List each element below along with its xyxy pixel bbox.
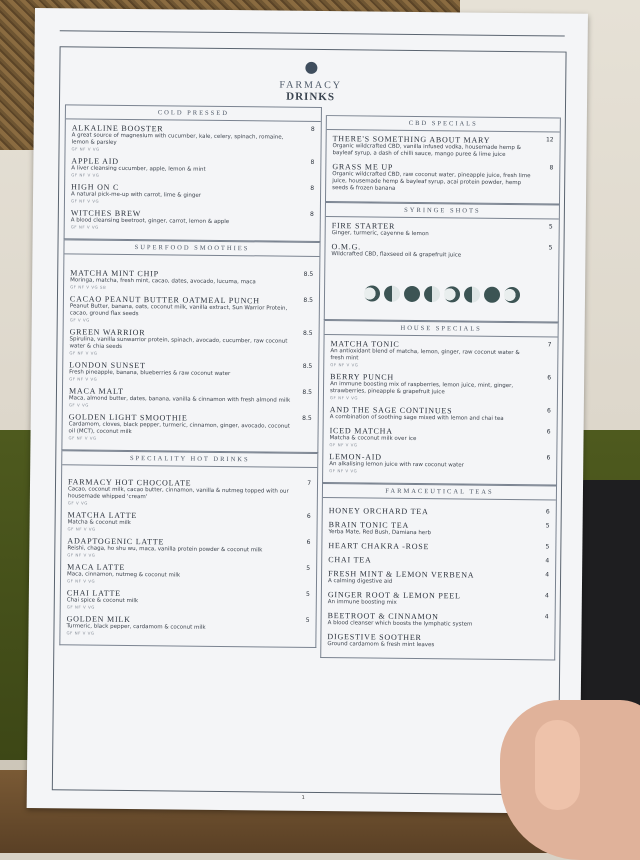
menu-item (71, 208, 314, 232)
item-description: An alkalising lemon juice with raw coconut water (329, 461, 464, 469)
page-number: 1 (301, 794, 305, 801)
menu-item (329, 506, 550, 517)
item-description: An immune boosting mix (327, 599, 397, 606)
moon-phases-illustration (325, 267, 559, 321)
item-description: A liver cleansing cucumber, apple, lemon & mint (71, 165, 206, 173)
item-price: 4 (545, 557, 550, 565)
section-superfood-smoothies (61, 239, 320, 453)
item-price: 7 (547, 341, 552, 349)
item-dietary-tags: GF NF V VG (70, 198, 100, 204)
item-name: WITCHES BREW (70, 208, 142, 219)
item-name: GRASS ME UP (332, 162, 394, 172)
item-name: BERRY PUNCH (330, 372, 395, 382)
moon-icon (463, 287, 479, 303)
item-name: GINGER ROOT & LEMON PEEL (327, 590, 461, 601)
item-price: 5 (548, 244, 553, 252)
item-price: 6 (306, 512, 311, 520)
item-dietary-tags: GF NF V VG (67, 552, 96, 558)
item-dietary-tags: GF NF V VG (71, 172, 100, 178)
section-items (321, 498, 556, 659)
menu-item (328, 520, 549, 538)
moon-icon (443, 286, 459, 302)
item-name: FRESH MINT & LEMON VERBENA (328, 569, 475, 580)
item-name: THERE'S SOMETHING ABOUT MARY (332, 134, 491, 145)
item-price: 6 (547, 374, 552, 382)
item-dietary-tags: GF NF V VG (66, 604, 95, 610)
menu-item (70, 268, 313, 292)
item-description: Cacao, coconut milk, cacao butter, cinnamon, vanilla & nutmeg topped with our housemade whipped 'cream' (67, 486, 289, 501)
menu-item (71, 182, 314, 206)
item-price: 5 (306, 590, 310, 598)
menu-item (328, 611, 549, 629)
moon-icon (423, 286, 439, 302)
moon-icon (363, 285, 379, 301)
item-description: An antioxidant blend of matcha, lemon, ginger, raw coconut water & fresh mint (330, 348, 520, 362)
item-description: Matcha & coconut milk (67, 519, 131, 527)
menu-item (329, 426, 550, 449)
menu-item (68, 477, 311, 508)
item-name: FIRE STARTER (331, 221, 396, 231)
item-description: Reishi, chaga, ho shu wu, maca, vanilla protein powder & coconut milk (67, 545, 263, 554)
item-dietary-tags: GF NF V VG (69, 350, 98, 356)
item-price: 8.5 (302, 414, 312, 422)
item-description: Ginger, turmeric, cayenne & lemon (331, 230, 429, 238)
item-dietary-tags: GF NF V VG (68, 435, 97, 441)
menu-item (67, 588, 310, 612)
menu-item (69, 327, 312, 358)
menu-item (331, 242, 552, 260)
item-description: A natural pick-me-up with carrot, lime & ginger (71, 191, 202, 199)
item-name: MACA LATTE (67, 562, 126, 572)
item-price: 8 (310, 158, 315, 166)
item-price: 6 (546, 454, 551, 462)
item-name: BEETROOT & CINNAMON (327, 611, 439, 622)
section-items (326, 130, 560, 203)
item-name: CHAI TEA (328, 555, 372, 565)
item-dietary-tags: GF NF V VG (329, 395, 359, 401)
top-rule (60, 30, 565, 36)
section-title: COLD PRESSED (66, 104, 321, 122)
item-description: Spirulina, vanilla sunwarrior protein, spinach, avocado, cucumber, raw coconut water & chia seeds (69, 336, 288, 350)
menu-sheet (27, 8, 588, 814)
menu-title: DRINKS (286, 90, 336, 104)
item-description: A great source of magnesium with cucumber, kale, celery, spinach, romaine, lemon & parsley (71, 132, 284, 146)
item-name: MATCHA MINT CHIP (70, 268, 159, 279)
section-speciality-hot-drinks (59, 450, 318, 648)
menu-item (327, 632, 548, 650)
section-syringe-shots (324, 202, 560, 322)
item-description: Peanut Butter, banana, oats, coconut milk, vanilla extract, Sun Warrior Protein, cacao, ground flax seeds (69, 303, 288, 318)
menu-item (332, 134, 553, 159)
menu-item (71, 156, 314, 180)
item-dietary-tags: GF V VG (68, 402, 89, 408)
item-price: 8 (310, 125, 315, 133)
item-price: 8 (549, 164, 554, 172)
item-name: FARMACY HOT CHOCOLATE (67, 477, 192, 488)
menu-item (328, 541, 549, 552)
item-description: Wildcrafted CBD, flaxseed oil & grapefruit juice (331, 251, 462, 259)
menu-item (330, 405, 551, 423)
item-name: ADAPTOGENIC LATTE (67, 536, 165, 547)
item-name: LEMON-AID (329, 452, 382, 462)
item-name: CHAI LATTE (66, 588, 121, 598)
item-dietary-tags: GF NF V VG (330, 362, 359, 368)
item-price: 8.5 (302, 388, 313, 396)
item-price: 8.5 (302, 362, 313, 370)
item-name: DIGESTIVE SOOTHER (327, 632, 422, 643)
item-name: ALKALINE BOOSTER (71, 123, 164, 134)
item-description: Organic wildcrafted CBD, vanilla infused vodka, housemade hemp & bayleaf syrup, a dash of chilli sauce, mango puree & lime juice (332, 143, 521, 158)
item-dietary-tags: GF NF V VG (71, 146, 100, 152)
thumb (535, 720, 580, 810)
item-price: 4 (545, 571, 550, 579)
item-name: ICED MATCHA (329, 426, 393, 436)
item-name: LONDON SUNSET (69, 360, 146, 371)
item-name: GOLDEN MILK (66, 614, 131, 625)
item-description: A blood cleansing beetroot, ginger, carrot, lemon & apple (70, 217, 230, 226)
item-name: AND THE SAGE CONTINUES (329, 405, 453, 416)
moon-icon (403, 286, 419, 302)
menu-item (67, 562, 310, 586)
item-price: 12 (545, 136, 554, 144)
menu-item (328, 555, 549, 566)
item-dietary-tags: GF NF V VG (70, 224, 99, 230)
item-price: 4 (545, 592, 549, 600)
item-dietary-tags: GF NF V VG (66, 578, 96, 584)
section-house-specials (322, 320, 559, 485)
menu-item (69, 360, 312, 384)
menu-item (72, 123, 315, 154)
item-description: Moringa, matcha, fresh mint, cacao, dates, avocado, lucuma, maca (70, 277, 256, 286)
item-description: Chai spice & coconut milk (66, 597, 139, 605)
item-description: Matcha & coconut milk over ice (329, 435, 417, 443)
item-price: 5 (305, 616, 310, 624)
item-dietary-tags: GF NF V VG (66, 630, 95, 636)
item-description: Maca, almond butter, dates, banana, vanilla & cinnamon with fresh almond milk (68, 395, 291, 404)
item-description: Maca, cinnamon, nutmeg & coconut milk (67, 571, 181, 579)
farmacy-logo-icon (305, 62, 317, 74)
section-items (60, 465, 317, 647)
section-title: HOUSE SPECIALS (325, 320, 558, 337)
item-price: 8.5 (303, 329, 313, 337)
item-description: Ground cardamom & fresh mint leaves (327, 641, 435, 649)
item-price: 6 (306, 538, 311, 546)
item-price: 5 (306, 564, 311, 572)
moon-icon (383, 286, 399, 302)
menu-item (330, 339, 551, 369)
item-name: MACA MALT (68, 386, 124, 396)
menu-item (330, 372, 551, 402)
item-name: BRAIN TONIC TEA (328, 520, 410, 530)
item-dietary-tags: GF NF V VG (329, 442, 358, 448)
item-name: GREEN WARRIOR (69, 327, 146, 338)
menu-item (332, 221, 553, 239)
left-column (59, 104, 322, 648)
item-name: HIGH ON C (71, 182, 120, 192)
item-name: CACAO PEANUT BUTTER OATMEAL PUNCH (69, 294, 260, 306)
item-name: MATCHA LATTE (67, 510, 138, 521)
item-description: An immune boosting mix of raspberries, lemon juice, mint, ginger, strawberries, pineapple & grapefruit juice (329, 381, 514, 396)
item-description: A blood cleanser which boosts the lymphatic system (327, 620, 473, 628)
item-dietary-tags: GF NF V VG (67, 526, 96, 532)
section-farmaceutical-teas (320, 483, 557, 660)
section-title: SPECIALITY HOT DRINKS (62, 450, 317, 468)
menu-item (332, 162, 553, 194)
menu-item (328, 569, 549, 587)
item-dietary-tags: GF NF V VG (329, 468, 358, 474)
item-price: 6 (546, 428, 551, 436)
item-name: HONEY ORCHARD TEA (328, 506, 429, 517)
item-description: Organic wildcrafted CBD, raw coconut water, pineapple juice, fresh lime juice, housemade hemp & bayleaf syrup, acai protein powder, hemp seeds & frozen banana (332, 171, 531, 192)
menu-item (329, 452, 550, 475)
item-dietary-tags: GF NF V VG (69, 376, 98, 382)
section-items (323, 335, 558, 484)
right-column (320, 115, 561, 660)
menu-item (68, 510, 311, 534)
section-title: SUPERFOOD SMOOTHIES (64, 239, 319, 257)
item-description: A calming digestive aid (327, 578, 393, 585)
section-title: SYRINGE SHOTS (326, 202, 559, 219)
section-cbd-specials (325, 115, 561, 204)
moon-icon (483, 287, 499, 303)
brand-name: FARMACY (279, 79, 343, 92)
item-dietary-tags: GF V VG (67, 500, 88, 506)
moon-icon (503, 287, 519, 303)
item-price: 7 (307, 479, 312, 487)
item-name: MATCHA TONIC (330, 339, 400, 349)
section-cold-pressed (64, 104, 322, 242)
item-price: 8.5 (303, 270, 314, 278)
item-name: HEART CHAKRA -ROSE (328, 541, 430, 552)
menu-item (66, 614, 309, 638)
item-price: 5 (545, 522, 550, 530)
menu-item (68, 412, 311, 443)
item-dietary-tags: GF NF V VG SB (70, 284, 107, 290)
item-dietary-tags: GF V VG (69, 317, 90, 323)
item-name: O.M.G. (331, 242, 362, 252)
item-price: 8 (309, 210, 314, 218)
item-price: 6 (546, 407, 551, 415)
section-title: CBD SPECIALS (327, 115, 560, 132)
section-items (325, 217, 559, 269)
item-price: 8.5 (303, 296, 313, 304)
item-description: Cardamom, cloves, black pepper, turmeric, cinnamon, ginger, avocado, coconut oil (MCT), coconut milk (68, 421, 290, 436)
menu-item (67, 536, 310, 560)
item-price: 6 (545, 508, 550, 516)
item-name: GOLDEN LIGHT SMOOTHIE (68, 412, 188, 423)
item-price: 5 (548, 223, 553, 231)
item-price: 8 (310, 184, 315, 192)
item-description: A combination of soothing sage mixed with lemon and chai tea (329, 414, 504, 422)
section-items (65, 119, 321, 241)
menu-item (328, 590, 549, 608)
item-description: Yerba Mate, Red Bush, Damiana herb (328, 529, 431, 537)
section-title: FARMACEUTICAL TEAS (323, 483, 556, 500)
menu-item (70, 294, 313, 325)
menu-item (69, 386, 312, 410)
item-name: APPLE AID (71, 156, 119, 166)
item-price: 5 (545, 543, 550, 551)
item-price: 4 (544, 613, 549, 621)
item-description: Fresh pineapple, banana, blueberries & raw coconut water (69, 369, 231, 378)
menu-header (34, 58, 587, 106)
section-items (62, 254, 319, 452)
item-description: Turmeric, black pepper, cardamom & coconut milk (66, 623, 206, 631)
